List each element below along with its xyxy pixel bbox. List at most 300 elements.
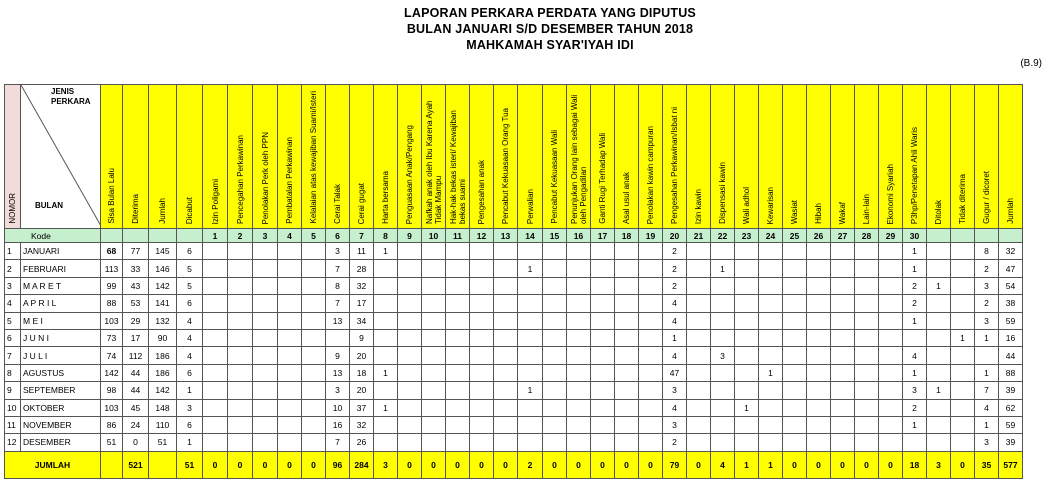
kode-cell: 1 [203, 229, 228, 243]
data-cell [278, 399, 302, 416]
data-cell: 4 [903, 347, 927, 364]
data-cell [543, 243, 567, 260]
data-cell [470, 416, 494, 433]
data-cell [494, 295, 518, 312]
month-cell: M E I [21, 312, 101, 329]
column-header: Wali adhol [735, 85, 759, 229]
form-code: (B.9) [1020, 58, 1042, 69]
table-row [5, 399, 1023, 416]
data-cell: 6 [177, 243, 203, 260]
data-cell [591, 295, 615, 312]
data-cell [398, 382, 422, 399]
data-cell [518, 347, 543, 364]
kode-cell: 2 [228, 229, 253, 243]
total-cell: 0 [422, 451, 446, 478]
data-cell: 2 [663, 434, 687, 451]
data-cell: 86 [101, 416, 123, 433]
data-cell [253, 329, 278, 346]
total-cell: 0 [302, 451, 326, 478]
data-cell [591, 416, 615, 433]
data-cell: 18 [350, 364, 374, 381]
data-cell [278, 295, 302, 312]
data-cell [687, 364, 711, 381]
data-cell [543, 260, 567, 277]
total-cell: 0 [253, 451, 278, 478]
column-header: Ekonomi Syariah [879, 85, 903, 229]
data-cell [278, 243, 302, 260]
kode-cell: 16 [567, 229, 591, 243]
data-cell [228, 416, 253, 433]
data-cell [518, 416, 543, 433]
data-cell: 1 [903, 364, 927, 381]
data-cell: 7 [975, 382, 999, 399]
data-cell [253, 277, 278, 294]
kode-cell [927, 229, 951, 243]
data-cell: 17 [123, 329, 149, 346]
data-cell [855, 312, 879, 329]
data-cell [567, 329, 591, 346]
data-cell [855, 382, 879, 399]
data-cell [807, 364, 831, 381]
data-cell [735, 329, 759, 346]
data-cell [735, 277, 759, 294]
column-header: Tidak diterima [951, 85, 975, 229]
data-cell [470, 434, 494, 451]
data-cell [855, 277, 879, 294]
data-cell [302, 399, 326, 416]
data-cell: 4 [663, 312, 687, 329]
data-cell [831, 329, 855, 346]
data-cell [783, 416, 807, 433]
data-cell [615, 364, 639, 381]
data-cell [831, 399, 855, 416]
data-cell: 9 [350, 329, 374, 346]
data-cell [615, 260, 639, 277]
data-cell: 10 [326, 399, 350, 416]
data-cell [518, 277, 543, 294]
row-number: 4 [5, 295, 21, 312]
data-cell: 5 [177, 277, 203, 294]
total-cell: 0 [494, 451, 518, 478]
data-cell [591, 364, 615, 381]
data-cell [278, 434, 302, 451]
data-cell [831, 364, 855, 381]
data-cell: 141 [149, 295, 177, 312]
table-row [5, 416, 1023, 433]
data-cell [518, 364, 543, 381]
data-cell [639, 277, 663, 294]
data-cell [639, 295, 663, 312]
kode-cell: 13 [494, 229, 518, 243]
data-cell: 142 [101, 364, 123, 381]
data-cell [543, 382, 567, 399]
data-cell [326, 329, 350, 346]
month-cell: NOVEMBER [21, 416, 101, 433]
row-number: 7 [5, 347, 21, 364]
data-cell [422, 434, 446, 451]
data-cell [927, 243, 951, 260]
data-cell [446, 295, 470, 312]
column-header: Harta bersama [374, 85, 398, 229]
data-cell [687, 312, 711, 329]
data-cell [398, 312, 422, 329]
data-cell [543, 312, 567, 329]
data-cell [228, 329, 253, 346]
data-cell [422, 260, 446, 277]
data-cell [398, 243, 422, 260]
data-cell [807, 434, 831, 451]
data-cell: 32 [350, 416, 374, 433]
total-label: JUMLAH [5, 451, 101, 478]
data-cell [203, 347, 228, 364]
data-cell [591, 312, 615, 329]
data-cell [879, 382, 903, 399]
data-cell: 88 [999, 364, 1023, 381]
row-number: 12 [5, 434, 21, 451]
data-cell [203, 243, 228, 260]
kode-label: Kode [5, 229, 101, 243]
data-cell [879, 312, 903, 329]
data-cell [253, 260, 278, 277]
data-cell [567, 243, 591, 260]
kode-cell: 18 [615, 229, 639, 243]
data-cell [494, 382, 518, 399]
data-cell [518, 295, 543, 312]
data-cell [228, 347, 253, 364]
data-cell: 2 [663, 260, 687, 277]
data-cell [951, 295, 975, 312]
data-cell: 3 [326, 243, 350, 260]
kode-cell: 14 [518, 229, 543, 243]
data-cell: 1 [518, 260, 543, 277]
month-cell: J U L I [21, 347, 101, 364]
data-cell [615, 312, 639, 329]
data-cell: 8 [326, 277, 350, 294]
column-header: Ditolak [927, 85, 951, 229]
data-cell [446, 329, 470, 346]
column-header: Hibah [807, 85, 831, 229]
column-header: Asal usul anak [615, 85, 639, 229]
data-cell [278, 364, 302, 381]
data-cell [422, 347, 446, 364]
total-cell: 0 [567, 451, 591, 478]
data-cell: 6 [177, 416, 203, 433]
data-cell [203, 260, 228, 277]
data-cell [783, 434, 807, 451]
month-cell: J U N I [21, 329, 101, 346]
data-cell [253, 364, 278, 381]
data-cell: 148 [149, 399, 177, 416]
data-cell: 88 [101, 295, 123, 312]
data-cell [879, 260, 903, 277]
data-cell [374, 382, 398, 399]
data-cell [422, 243, 446, 260]
data-cell [494, 416, 518, 433]
total-cell: 79 [663, 451, 687, 478]
data-cell [253, 416, 278, 433]
data-cell [494, 364, 518, 381]
table-row [5, 364, 1023, 381]
data-cell [422, 312, 446, 329]
data-cell [711, 416, 735, 433]
data-cell [228, 277, 253, 294]
table-row [5, 347, 1023, 364]
data-cell [494, 277, 518, 294]
data-cell [951, 243, 975, 260]
data-cell [735, 434, 759, 451]
column-header: Dicabut [177, 85, 203, 229]
data-cell [759, 312, 783, 329]
column-header: Jumlah [149, 85, 177, 229]
kode-cell: 15 [543, 229, 567, 243]
row-number: 2 [5, 260, 21, 277]
data-cell [446, 312, 470, 329]
data-cell [591, 434, 615, 451]
data-cell [951, 416, 975, 433]
data-cell [446, 434, 470, 451]
kode-cell: 29 [879, 229, 903, 243]
data-cell [591, 399, 615, 416]
data-cell: 24 [123, 416, 149, 433]
data-cell [735, 243, 759, 260]
data-cell: 3 [326, 382, 350, 399]
column-header: Izin Poligami [203, 85, 228, 229]
data-cell [615, 347, 639, 364]
total-cell: 0 [398, 451, 422, 478]
data-cell [807, 277, 831, 294]
month-cell: AGUSTUS [21, 364, 101, 381]
data-cell [711, 382, 735, 399]
data-cell [879, 347, 903, 364]
data-cell: 3 [975, 434, 999, 451]
column-header: Cerai gugat [350, 85, 374, 229]
column-header: Pencabut Kekuasaan Orang Tua [494, 85, 518, 229]
data-cell [711, 399, 735, 416]
table-row [5, 295, 1023, 312]
data-cell [278, 416, 302, 433]
data-cell: 3 [177, 399, 203, 416]
data-cell [711, 312, 735, 329]
table-row [5, 382, 1023, 399]
data-cell: 44 [123, 382, 149, 399]
data-cell [253, 243, 278, 260]
data-cell [228, 364, 253, 381]
kode-cell: 20 [663, 229, 687, 243]
data-cell [711, 277, 735, 294]
kode-cell: 12 [470, 229, 494, 243]
data-cell: 39 [999, 382, 1023, 399]
data-cell [687, 277, 711, 294]
data-cell [927, 295, 951, 312]
data-cell [735, 416, 759, 433]
data-cell [903, 434, 927, 451]
data-cell [446, 243, 470, 260]
data-cell [228, 399, 253, 416]
data-cell [639, 382, 663, 399]
data-cell [446, 416, 470, 433]
kode-cell: 6 [326, 229, 350, 243]
data-cell [735, 382, 759, 399]
column-header: Diterima [123, 85, 149, 229]
data-cell: 103 [101, 312, 123, 329]
data-cell: 99 [101, 277, 123, 294]
data-cell [203, 399, 228, 416]
data-cell [228, 434, 253, 451]
data-cell [591, 329, 615, 346]
data-cell: 6 [177, 364, 203, 381]
data-cell [278, 347, 302, 364]
jenis-perkara-header [21, 85, 101, 229]
data-cell [374, 312, 398, 329]
data-cell [879, 364, 903, 381]
data-cell: 1 [518, 382, 543, 399]
data-cell [398, 416, 422, 433]
data-cell [518, 312, 543, 329]
kode-cell: 7 [350, 229, 374, 243]
data-cell [639, 243, 663, 260]
kode-cell: 30 [903, 229, 927, 243]
data-cell [302, 277, 326, 294]
data-cell: 142 [149, 382, 177, 399]
data-cell [518, 399, 543, 416]
data-cell: 20 [350, 382, 374, 399]
data-cell [855, 329, 879, 346]
data-cell [783, 399, 807, 416]
kode-cell: 22 [711, 229, 735, 243]
total-row [5, 451, 1023, 478]
data-cell [543, 434, 567, 451]
data-cell: 1 [177, 382, 203, 399]
data-cell: 2 [975, 260, 999, 277]
data-cell [807, 347, 831, 364]
data-cell [759, 347, 783, 364]
data-cell: 3 [663, 416, 687, 433]
data-cell: 112 [123, 347, 149, 364]
data-cell [855, 416, 879, 433]
column-header: Pengesahan Perkawinan/Isbat ni [663, 85, 687, 229]
column-header: Penolakan Perk oleh PPN [253, 85, 278, 229]
data-cell [855, 243, 879, 260]
kode-cell: 21 [687, 229, 711, 243]
data-cell [228, 312, 253, 329]
data-cell [783, 295, 807, 312]
data-cell: 103 [101, 399, 123, 416]
data-cell [470, 364, 494, 381]
data-cell [711, 364, 735, 381]
data-cell [470, 329, 494, 346]
data-cell: 146 [149, 260, 177, 277]
data-cell [759, 382, 783, 399]
data-cell [567, 312, 591, 329]
kode-cell: 11 [446, 229, 470, 243]
data-cell [687, 243, 711, 260]
data-cell [567, 347, 591, 364]
row-number: 8 [5, 364, 21, 381]
data-cell [855, 347, 879, 364]
data-cell [951, 347, 975, 364]
data-cell [639, 434, 663, 451]
month-cell: SEPTEMBER [21, 382, 101, 399]
data-cell: 1 [735, 399, 759, 416]
kode-cell: 17 [591, 229, 615, 243]
data-cell: 113 [101, 260, 123, 277]
total-cell: 0 [951, 451, 975, 478]
total-cell: 3 [374, 451, 398, 478]
data-cell [831, 243, 855, 260]
data-cell [302, 260, 326, 277]
data-cell: 1 [177, 434, 203, 451]
data-cell [494, 399, 518, 416]
kode-cell: 27 [831, 229, 855, 243]
data-cell: 142 [149, 277, 177, 294]
data-cell [470, 347, 494, 364]
data-cell [903, 329, 927, 346]
data-cell [615, 329, 639, 346]
data-cell [615, 399, 639, 416]
data-cell [807, 382, 831, 399]
data-cell: 43 [123, 277, 149, 294]
total-cell: 521 [123, 451, 149, 478]
data-cell: 4 [663, 399, 687, 416]
table-row [5, 312, 1023, 329]
column-header: Perwalian [518, 85, 543, 229]
report-title-line2: BULAN JANUARI S/D DESEMBER TAHUN 2018 [406, 22, 694, 36]
data-cell [253, 312, 278, 329]
data-cell [615, 382, 639, 399]
data-cell [398, 347, 422, 364]
month-cell: FEBRUARI [21, 260, 101, 277]
table-row [5, 329, 1023, 346]
column-header: Izin kawin [687, 85, 711, 229]
data-cell [831, 277, 855, 294]
kode-cell: 23 [735, 229, 759, 243]
row-number: 5 [5, 312, 21, 329]
data-cell: 16 [999, 329, 1023, 346]
data-cell [470, 277, 494, 294]
data-cell [302, 347, 326, 364]
data-cell: 186 [149, 364, 177, 381]
data-cell [374, 329, 398, 346]
data-cell [446, 382, 470, 399]
data-cell [831, 312, 855, 329]
data-cell: 2 [663, 277, 687, 294]
data-cell: 59 [999, 312, 1023, 329]
data-cell [278, 382, 302, 399]
data-cell: 33 [123, 260, 149, 277]
data-cell [470, 382, 494, 399]
data-cell [470, 399, 494, 416]
data-cell: 26 [350, 434, 374, 451]
data-cell [278, 329, 302, 346]
data-cell [494, 434, 518, 451]
data-cell [687, 260, 711, 277]
data-cell [567, 364, 591, 381]
kode-cell [975, 229, 999, 243]
total-cell: 35 [975, 451, 999, 478]
data-cell: 34 [350, 312, 374, 329]
data-cell [302, 382, 326, 399]
data-cell [203, 329, 228, 346]
data-cell [374, 416, 398, 433]
data-cell [278, 277, 302, 294]
data-cell [253, 399, 278, 416]
data-cell [639, 329, 663, 346]
data-cell: 59 [999, 416, 1023, 433]
data-cell: 4 [975, 399, 999, 416]
data-cell [567, 277, 591, 294]
data-cell [374, 295, 398, 312]
data-cell: 2 [903, 399, 927, 416]
